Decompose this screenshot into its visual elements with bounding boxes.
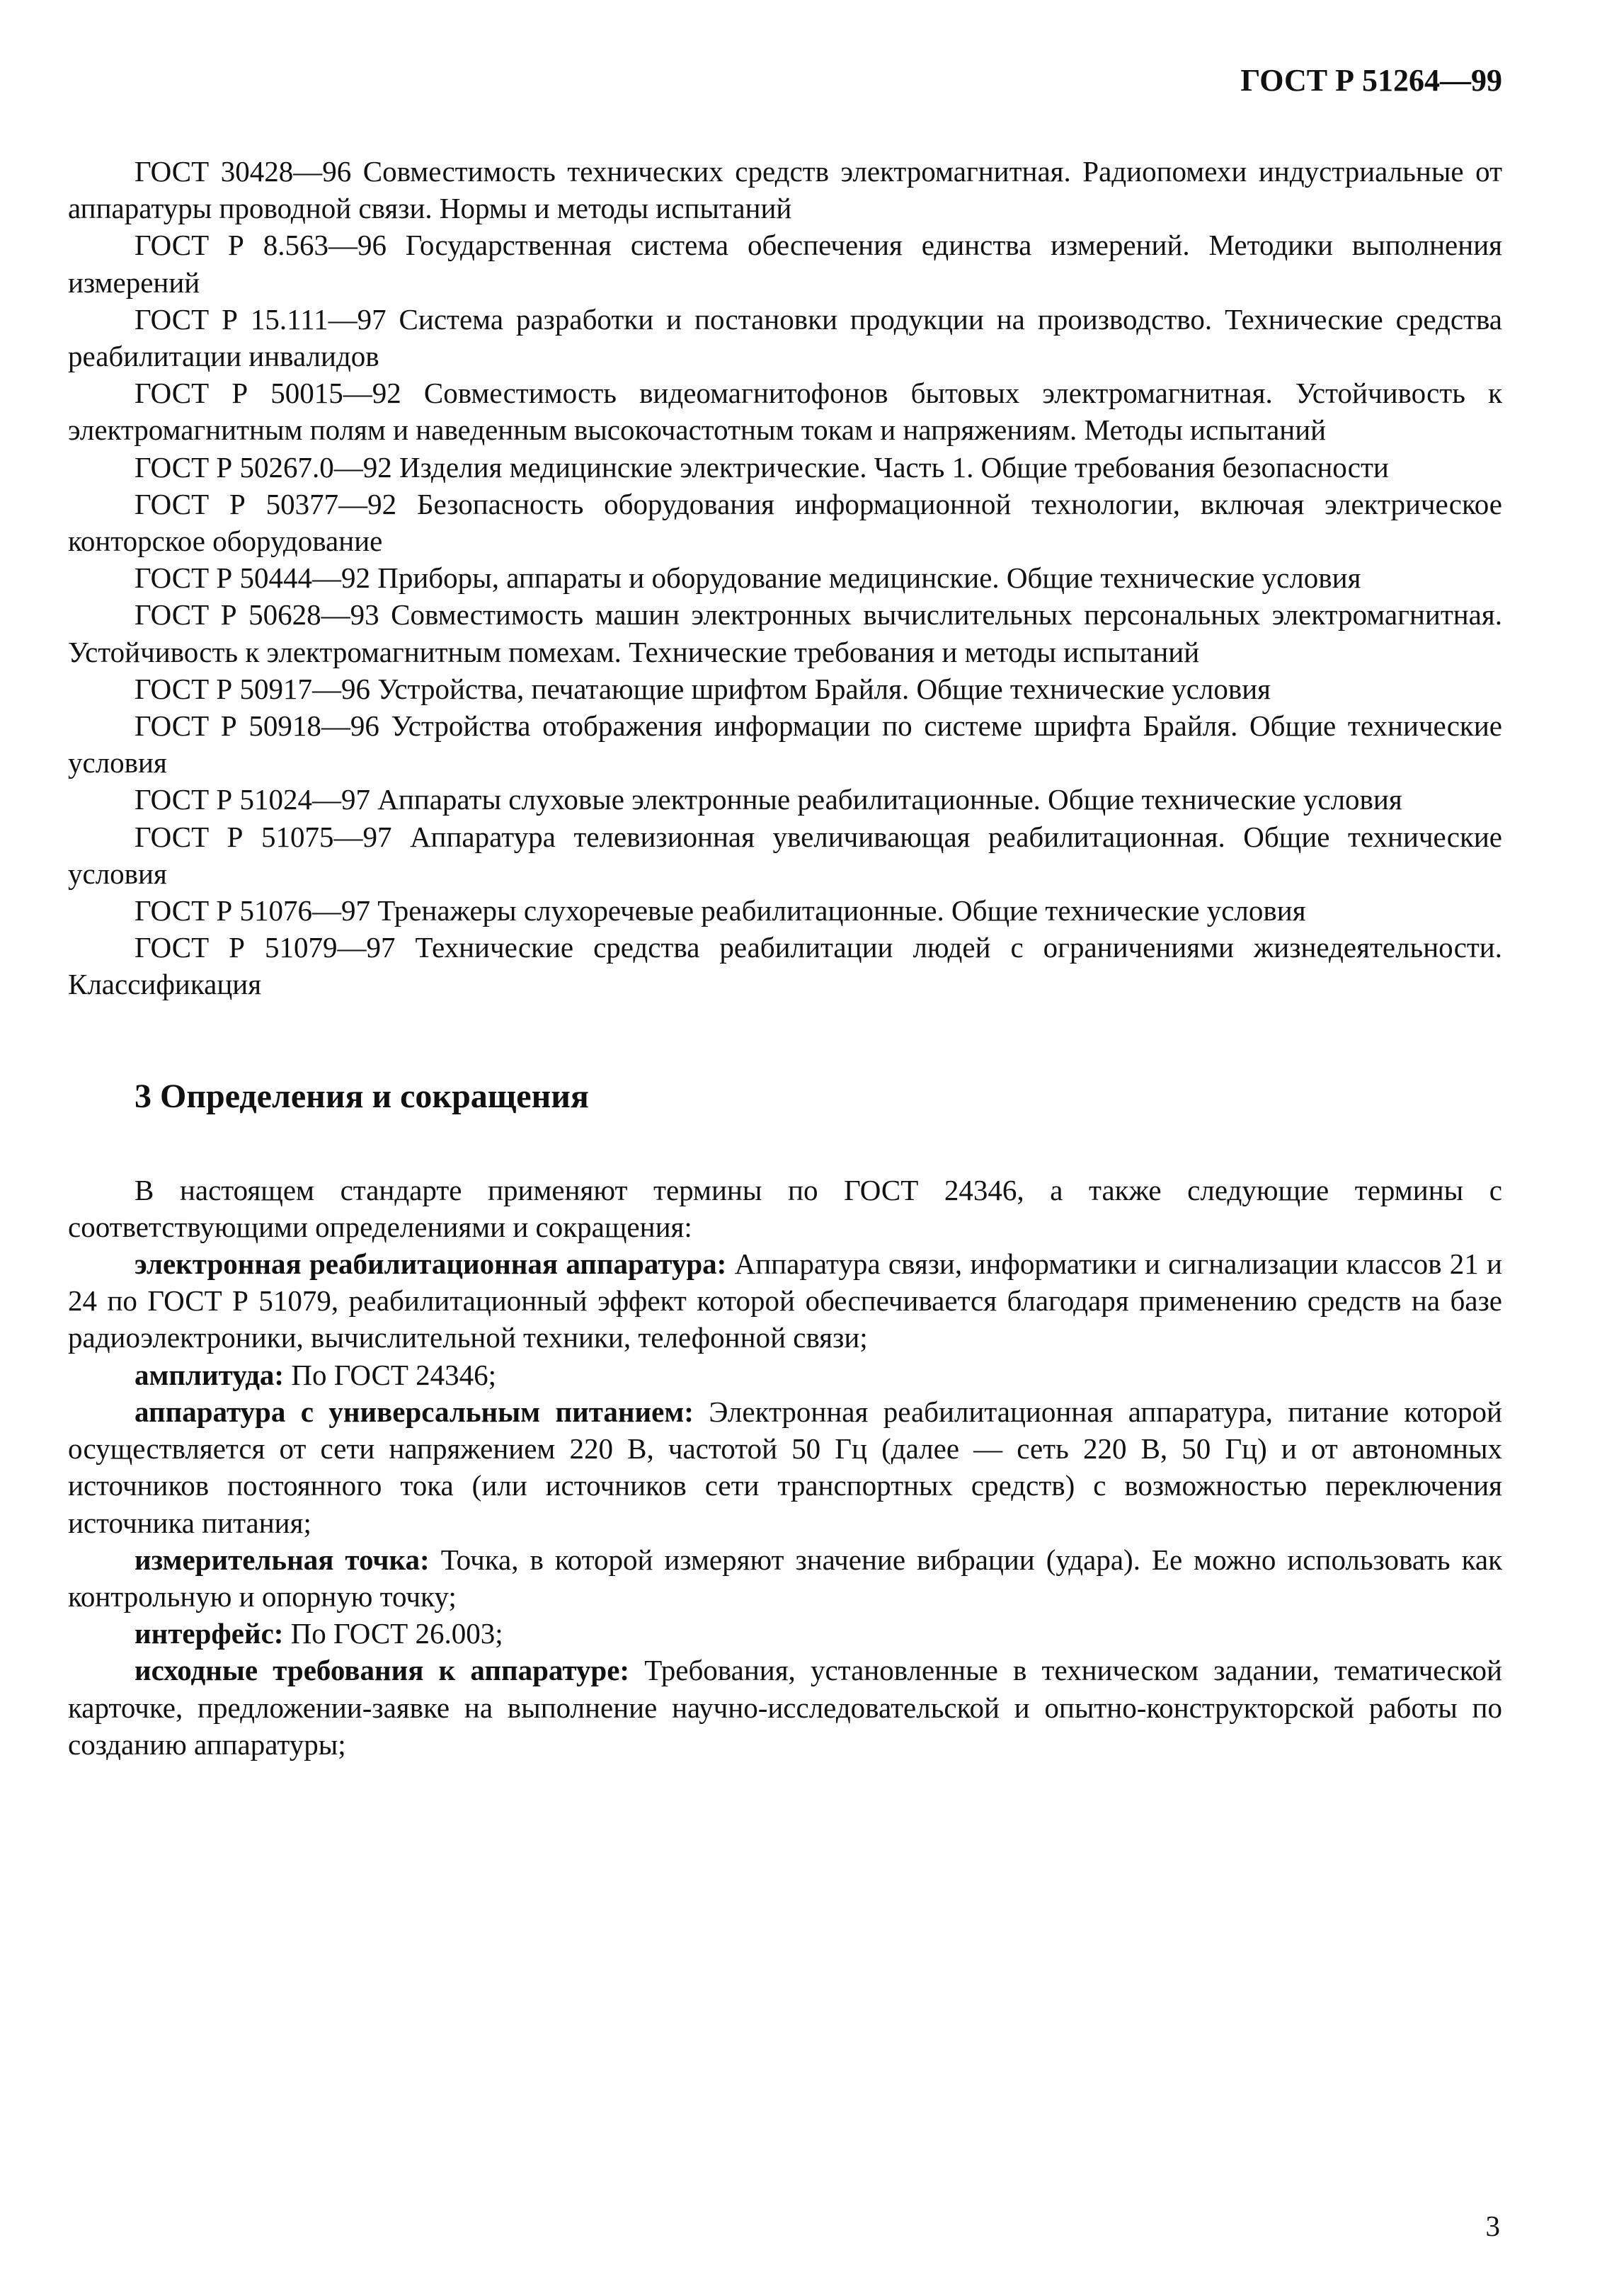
reference-item: ГОСТ Р 51079—97 Технические средства реабилитации людей с ограничениями жизнедеятельности. Классификация (68, 931, 1502, 1001)
reference-item: ГОСТ Р 50917—96 Устройства, печатающие шрифтом Брайля. Общие технические условия (135, 672, 1271, 705)
reference-item: ГОСТ Р 50918—96 Устройства отображения информации по системе шрифта Брайля. Общие технические условия (68, 709, 1502, 779)
definition-term: электронная реабилитационная аппаратура: (135, 1247, 727, 1281)
definition-item (68, 1393, 1502, 1541)
definition-item (68, 1541, 1502, 1615)
definition-term: амплитуда: (135, 1358, 285, 1391)
intro-paragraph: В настоящем стандарте применяют термины по ГОСТ 24346, а также следующие термины с соответствующими определениями и сокращения: (68, 1173, 1502, 1243)
reference-item: ГОСТ Р 50377—92 Безопасность оборудования информационной технологии, включая электрическое конторское оборудование (68, 487, 1502, 558)
definitions-section (68, 1172, 1502, 1763)
reference-item: ГОСТ Р 51075—97 Аппаратура телевизионная увеличивающая реабилитационная. Общие технические условия (68, 820, 1502, 890)
reference-item: ГОСТ Р 50628—93 Совместимость машин электронных вычислительных персональных электромагнитная. Устойчивость к электромагнитным помехам. Технические требования и методы испытаний (68, 598, 1502, 668)
definition-term: измерительная точка: (135, 1543, 430, 1576)
reference-item: ГОСТ Р 50015—92 Совместимость видеомагнитофонов бытовых электромагнитная. Устойчивость к электромагнитным полям и наведенным высокочастотным токам и напряжениям. Методы испытаний (68, 377, 1502, 447)
definition-text: Точка, в которой измеряют значение вибрации (удара). Ее можно использовать как контрольную и опорную точку; (68, 1543, 1502, 1613)
definition-text: По ГОСТ 24346; (284, 1358, 497, 1391)
reference-item: ГОСТ Р 8.563—96 Государственная система обеспечения единства измерений. Методики выполнения измерений (68, 229, 1502, 299)
definition-term: интерфейс: (135, 1617, 284, 1650)
normative-references-list (68, 153, 1502, 1003)
document-page (68, 61, 1502, 1763)
definition-item (68, 1652, 1502, 1763)
document-code-header: ГОСТ Р 51264—99 (1240, 63, 1502, 98)
definition-text: Требования, установленные в техническом задании, тематической карточке, предложении-заявке на выполнение научно-исследовательской и опытно-конструкторской работы по созданию аппаратуры; (68, 1654, 1502, 1761)
definition-item (68, 1357, 1502, 1393)
reference-item: ГОСТ Р 51024—97 Аппараты слуховые электронные реабилитационные. Общие технические условия (135, 783, 1402, 816)
definition-term: исходные требования к аппаратуре: (135, 1654, 630, 1687)
definition-item (68, 1245, 1502, 1357)
reference-item: ГОСТ Р 50444—92 Приборы, аппараты и оборудование медицинские. Общие технические условия (135, 561, 1361, 595)
definition-item (68, 1615, 1502, 1652)
page-number: 3 (1485, 2210, 1500, 2242)
definition-term: аппаратура с универсальным питанием: (135, 1395, 694, 1428)
reference-item: ГОСТ Р 15.111—97 Система разработки и постановки продукции на производство. Технические средства реабилитации инвалидов (68, 302, 1502, 373)
section-heading: 3 Определения и сокращения (135, 1077, 589, 1115)
reference-item: ГОСТ Р 51076—97 Тренажеры слухоречевые реабилитационные. Общие технические условия (135, 894, 1306, 927)
definition-text: Аппаратура связи, информатики и сигнализации классов 21 и 24 по ГОСТ Р 51079, реабилитационный эффект которой обеспечивается благодаря применению средств на базе радиоэлектроники, вычислительной техники, телефонной связи; (68, 1247, 1502, 1354)
definition-text: Электронная реабилитационная аппаратура, питание которой осуществляется от сети напряжением 220 В, частотой 50 Гц (далее — сеть 220 В, 50 Гц) и от автономных источников постоянного тока (или источников сети транспортных средств) с возможностью переключения источника питания; (68, 1395, 1502, 1539)
reference-item: ГОСТ 30428—96 Совместимость технических средств электромагнитная. Радиопомехи индустриальные от аппаратуры проводной связи. Нормы и методы испытаний (68, 155, 1502, 225)
reference-item: ГОСТ Р 50267.0—92 Изделия медицинские электрические. Часть 1. Общие требования безопасности (135, 450, 1389, 484)
definition-text: По ГОСТ 26.003; (283, 1617, 503, 1650)
